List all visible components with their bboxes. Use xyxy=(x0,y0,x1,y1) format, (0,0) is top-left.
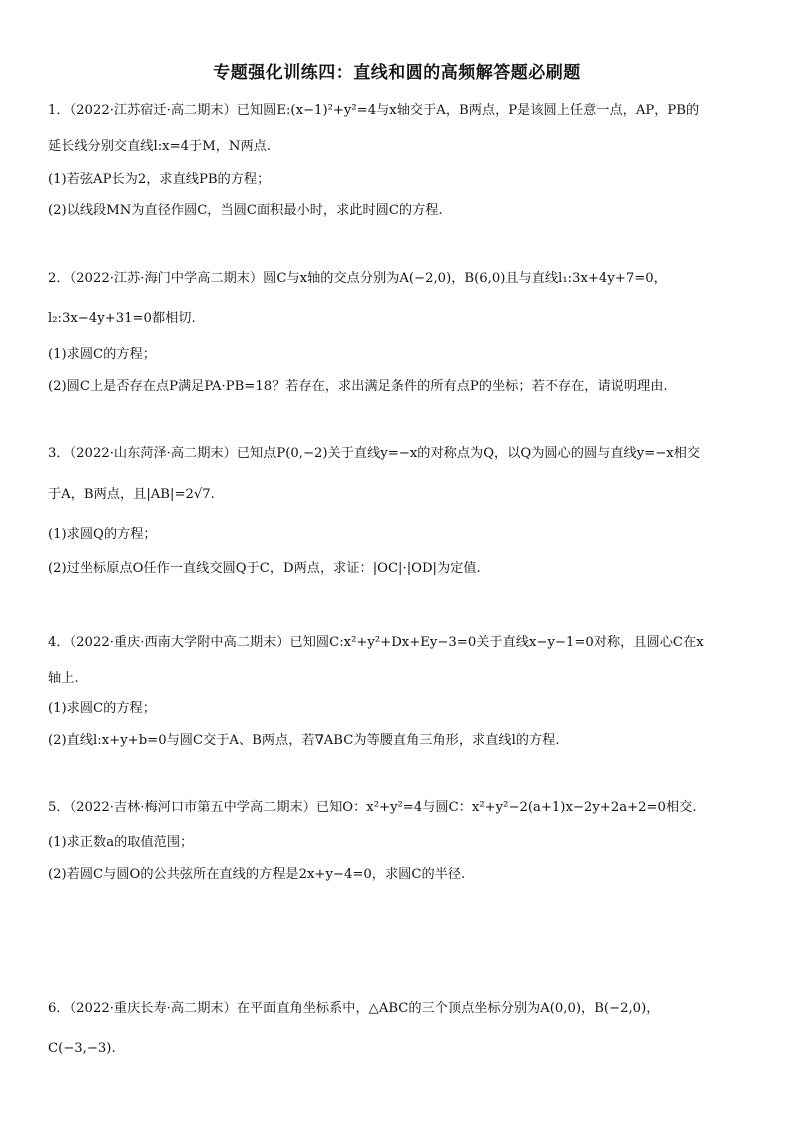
problem-2-line-2: l₂:3x−4y+31=0都相切. xyxy=(48,311,196,326)
problem-3-line-1: 3．（2022·山东菏泽·高二期末）已知点P(0,−2)关于直线y=−x的对称点为Q，以Q为圆心的圆与直线y=−x相交 xyxy=(48,446,701,461)
problem-4-line-3: (1)求圆C的方程； xyxy=(48,701,156,716)
page-title: 专题强化训练四：直线和圆的高频解答题必刷题 xyxy=(213,63,581,83)
problem-1-line-1: 1．（2022·江苏宿迁·高二期末）已知圆E:(x−1)²+y²=4与x轴交于A，B两点，P是该圆上任意一点，AP，PB的 xyxy=(48,103,700,118)
problem-6-line-2: C(−3,−3). xyxy=(48,1041,116,1056)
problem-2-line-3: (1)求圆C的方程； xyxy=(48,347,156,362)
problem-5-line-3: (2)若圆C与圆O的公共弦所在直线的方程是2x+y−4=0，求圆C的半径. xyxy=(48,867,466,882)
problem-1-line-4: (2)以线段MN为直径作圆C，当圆C面积最小时，求此时圆C的方程. xyxy=(48,203,443,218)
problem-1-line-3: (1)若弦AP长为2，求直线PB的方程； xyxy=(48,172,271,187)
problem-3-line-2: 于A，B两点，且|AB|=2√7. xyxy=(48,487,215,502)
problem-2-line-4: (2)圆C上是否存在点P满足PA·PB=18？若存在，求出满足条件的所有点P的坐标；若不存在，请说明理由. xyxy=(48,379,668,394)
problem-5-line-1: 5．（2022·吉林·梅河口市第五中学高二期末）已知O：x²+y²=4与圆C：x²+y²−2(a+1)x−2y+2a+2=0相交. xyxy=(48,800,697,815)
problem-4-line-4: (2)直线l:x+y+b=0与圆C交于A、B两点，若∇ABC为等腰直角三角形，求直线l的方程. xyxy=(48,733,560,748)
problem-2-line-1: 2．（2022·江苏·海门中学高二期末）圆C与x轴的交点分别为A(−2,0)，B(6,0)且与直线l₁:3x+4y+7=0， xyxy=(48,271,667,286)
problem-3-line-3: (1)求圆Q的方程； xyxy=(48,527,157,542)
problem-4-line-2: 轴上. xyxy=(48,671,79,686)
problem-4-line-1: 4．（2022·重庆·西南大学附中高二期末）已知圆C:x²+y²+Dx+Ey−3=0关于直线x−y−1=0对称，且圆心C在x xyxy=(48,635,704,650)
problem-5-line-2: (1)求正数a的取值范围； xyxy=(48,835,194,850)
problem-1-line-2: 延长线分别交直线l:x=4于M，N两点. xyxy=(48,139,272,154)
problem-3-line-4: (2)过坐标原点O任作一直线交圆Q于C，D两点，求证：|OC|·|OD|为定值. xyxy=(48,561,481,576)
problem-6-line-1: 6．（2022·重庆长寿·高二期末）在平面直角坐标系中，△ABC的三个顶点坐标分别为A(0,0)，B(−2,0)， xyxy=(48,1001,660,1016)
